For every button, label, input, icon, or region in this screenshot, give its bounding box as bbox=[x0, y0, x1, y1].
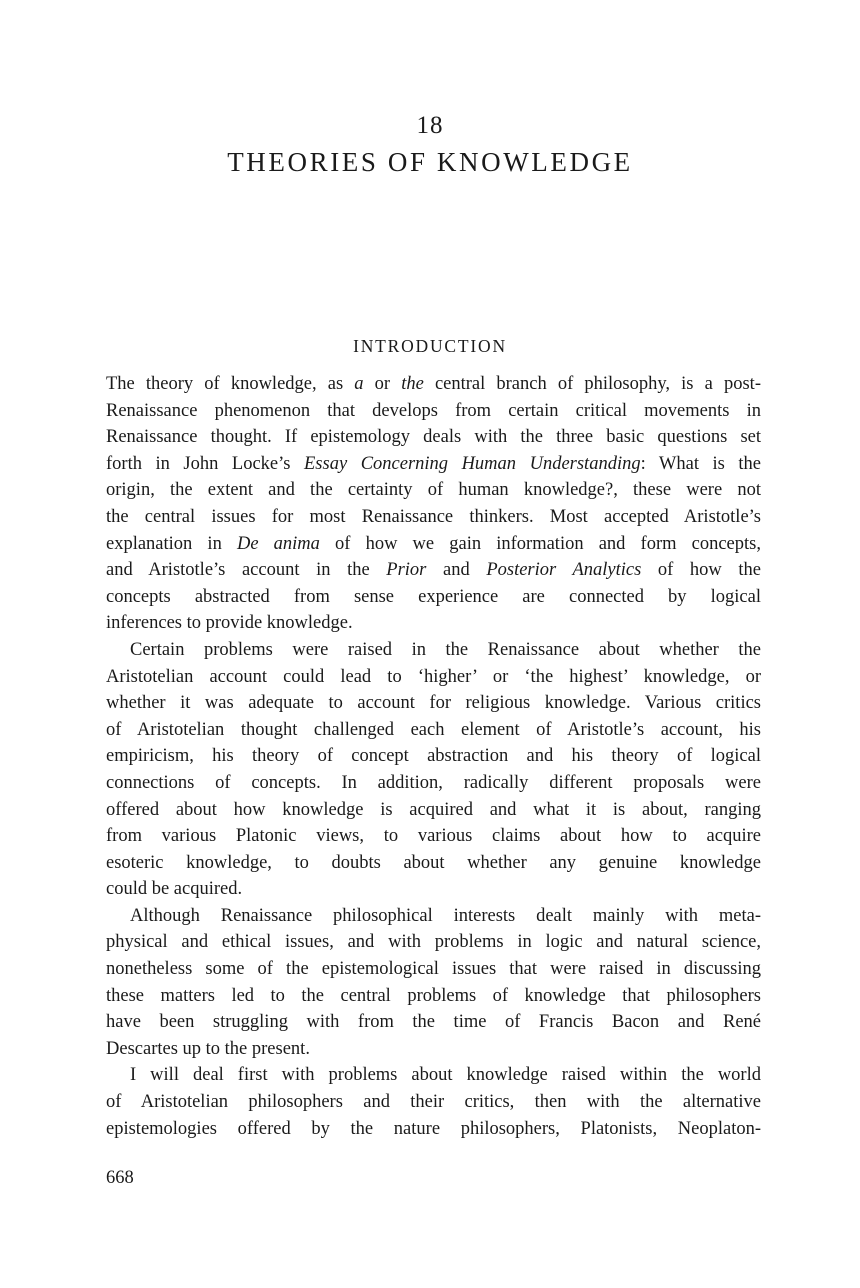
section-heading: INTRODUCTION bbox=[353, 336, 507, 356]
text-line: of Aristotelian thought challenged each element of Aristotle’s account, his bbox=[106, 719, 761, 740]
text-line: whether it was adequate to account for religious knowledge. Various critics bbox=[106, 693, 761, 714]
text-line: and Aristotle’s account in the Prior and Posterior Analytics of how the bbox=[106, 560, 761, 581]
text-line: from various Platonic views, to various claims about how to acquire bbox=[106, 826, 761, 847]
text-line: Although Renaissance philosophical interests dealt mainly with meta- bbox=[130, 905, 761, 926]
text-line: inferences to provide knowledge. bbox=[106, 613, 353, 634]
text-line: The theory of knowledge, as a or the central branch of philosophy, is a post- bbox=[106, 374, 761, 394]
text-line: esoteric knowledge, to doubts about whether any genuine knowledge bbox=[106, 852, 761, 873]
text-line: Certain problems were raised in the Renaissance about whether the bbox=[130, 639, 761, 660]
text-line: could be acquired. bbox=[106, 879, 243, 900]
chapter-number: 18 bbox=[416, 112, 444, 139]
text-line: the central issues for most Renaissance thinkers. Most accepted Aristotle’s bbox=[106, 506, 761, 527]
text-line: Aristotelian account could lead to ‘higher’ or ‘the highest’ knowledge, or bbox=[106, 666, 761, 687]
text-line: have been struggling with from the time of Francis Bacon and René bbox=[106, 1012, 761, 1033]
body-text bbox=[106, 371, 761, 1142]
text-line: concepts abstracted from sense experience are connected by logical bbox=[106, 586, 761, 607]
text-line: connections of concepts. In addition, radically different proposals were bbox=[106, 772, 761, 793]
chapter-title: THEORIES OF KNOWLEDGE bbox=[227, 147, 633, 177]
text-line: nonetheless some of the epistemological issues that were raised in discussing bbox=[106, 959, 761, 980]
text-line: I will deal first with problems about knowledge raised within the world bbox=[130, 1065, 761, 1086]
text-line: Renaissance thought. If epistemology deals with the three basic questions set bbox=[106, 427, 761, 448]
text-line: Renaissance phenomenon that develops from certain critical movements in bbox=[106, 400, 761, 421]
text-line: offered about how knowledge is acquired and what it is about, ranging bbox=[106, 799, 761, 820]
text-line: these matters led to the central problems of knowledge that philosophers bbox=[106, 985, 761, 1006]
text-line: explanation in De anima of how we gain information and form concepts, bbox=[106, 533, 761, 554]
text-line: origin, the extent and the certainty of human knowledge?, these were not bbox=[106, 480, 761, 501]
text-line: physical and ethical issues, and with problems in logic and natural science, bbox=[106, 932, 761, 953]
text-line: forth in John Locke’s Essay Concerning Human Understanding: What is the bbox=[106, 453, 762, 474]
text-line: Descartes up to the present. bbox=[106, 1038, 310, 1059]
text-line: of Aristotelian philosophers and their critics, then with the alternative bbox=[106, 1092, 761, 1113]
text-line: empiricism, his theory of concept abstraction and his theory of logical bbox=[106, 746, 761, 767]
page-number: 668 bbox=[106, 1168, 134, 1188]
text-line: epistemologies offered by the nature philosophers, Platonists, Neoplaton- bbox=[106, 1118, 761, 1139]
